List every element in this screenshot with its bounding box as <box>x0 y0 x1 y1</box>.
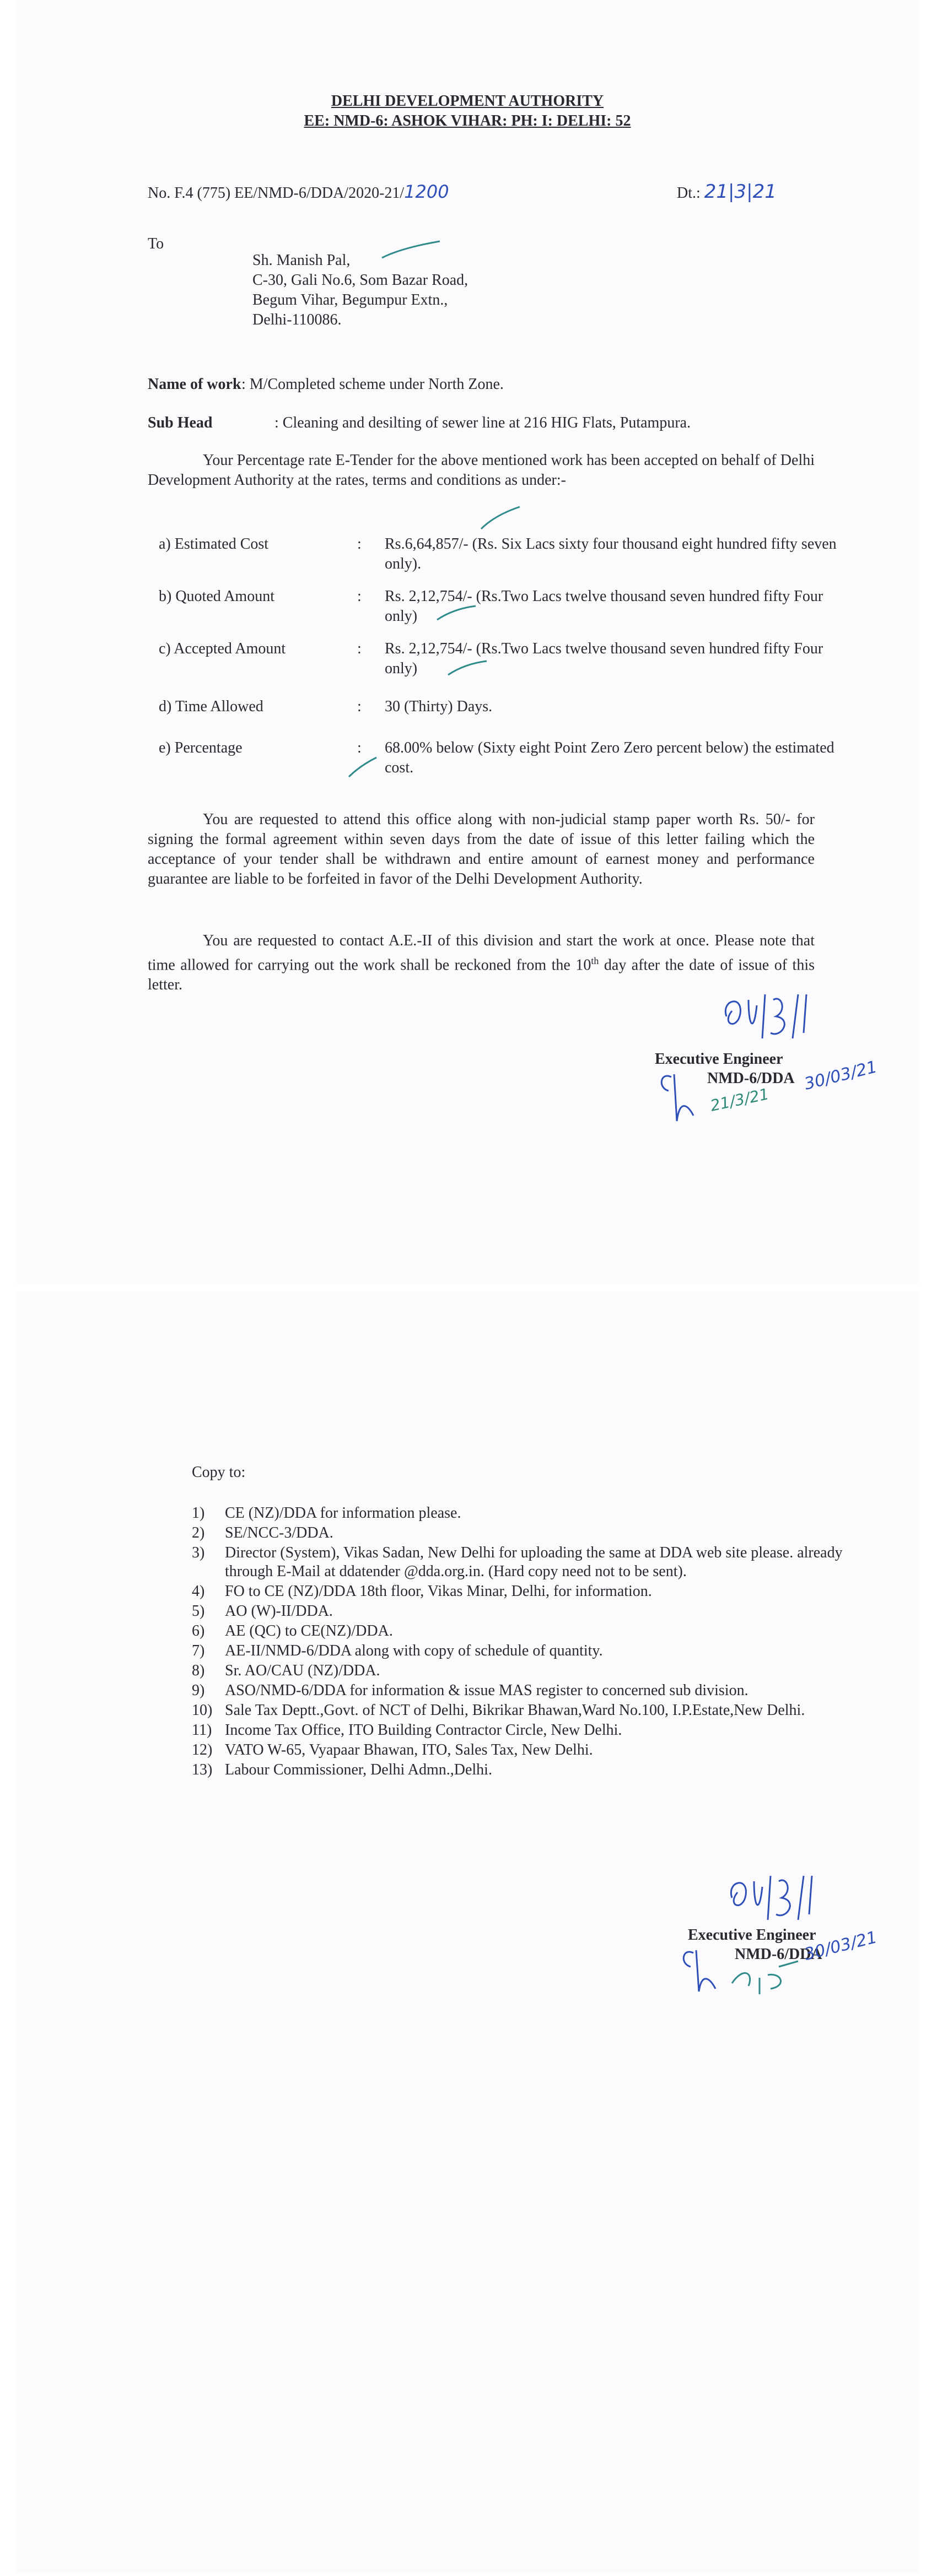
date-handwritten: 21|3|21 <box>704 181 777 203</box>
item-label: d) Time Allowed <box>159 698 263 715</box>
item-label: c) Accepted Amount <box>159 640 286 657</box>
list-item: 12) VATO W-65, Vyapaar Bhawan, ITO, Sales Tax, New Delhi. <box>192 1741 593 1758</box>
list-item: 3) Director (System), Vikas Sadan, New Delhi for uploading the same at DDA web site please. already through E-Mail at ddatender @dda.org.in. (Hard copy need not to be sent). <box>192 1544 843 1580</box>
list-item: 13) Labour Commissioner, Delhi Admn.,Delhi. <box>192 1761 492 1778</box>
name-of-work-row <box>148 375 241 394</box>
item-colon: : <box>357 698 362 715</box>
name-of-work-label: Name of work <box>148 376 241 393</box>
signatory-title: Executive Engineer <box>655 1051 783 1068</box>
letter-page-1 <box>15 0 919 1284</box>
item-colon: : <box>357 640 362 657</box>
signatory-title: Executive Engineer <box>688 1926 816 1944</box>
paragraph-agreement: You are requested to attend this office along with non-judicial stamp paper worth Rs. 50/- for signing the formal agreement within seven days from the date of issue of this letter failing which the acceptance of your tender shall be withdrawn and entire amount of earnest money and performance guarantee are liable to be forfeited in favor of the Delhi Development Authority. <box>148 811 815 887</box>
name-of-work-value: : M/Completed scheme under North Zone. <box>241 376 504 393</box>
item-label: a) Estimated Cost <box>159 535 269 553</box>
to-label: To <box>148 235 164 252</box>
list-item: 8) Sr. AO/CAU (NZ)/DDA. <box>192 1662 380 1679</box>
item-value: 68.00% below (Sixty eight Point Zero Zero percent below) the estimated cost. <box>385 739 834 776</box>
list-item: 1) CE (NZ)/DDA for information please. <box>192 1505 461 1522</box>
reference-handwritten: 1200 <box>404 181 449 202</box>
signature-mark <box>721 1859 831 1931</box>
initials-mark <box>677 1942 721 1997</box>
sub-head-row <box>148 413 213 433</box>
letter-date: Dt.: 21|3|21 <box>677 181 777 203</box>
item-colon: : <box>357 588 362 605</box>
tick-mark <box>346 755 379 782</box>
org-title: DELHI DEVELOPMENT AUTHORITY <box>331 93 604 110</box>
tick-mark <box>379 237 445 264</box>
list-item: 4) FO to CE (NZ)/DDA 18th floor, Vikas Minar, Delhi, for information. <box>192 1583 652 1600</box>
handwritten-date-blue: 30/03/21 <box>802 1057 879 1094</box>
signatory-office: NMD-6/DDA <box>735 1946 822 1963</box>
green-initials-mark <box>726 1956 804 2000</box>
list-item: 6) AE (QC) to CE(NZ)/DDA. <box>192 1622 393 1639</box>
item-colon: : <box>357 739 362 756</box>
copy-to-list <box>192 1504 853 1781</box>
sub-head-value: : Cleaning and desilting of sewer line at 216 HIG Flats, Putampura. <box>274 414 691 431</box>
intro-paragraph: Your Percentage rate E-Tender for the above mentioned work has been accepted on behalf of Delhi Development Authority at the rates, terms and conditions as under:- <box>148 452 815 489</box>
address-line: Delhi-110086. <box>252 311 342 328</box>
address-line: C-30, Gali No.6, Som Bazar Road, <box>252 272 468 289</box>
item-value: Rs. 2,12,754/- (Rs.Two Lacs twelve thousand seven hundred fifty Four only) <box>385 588 823 625</box>
item-label: e) Percentage <box>159 739 243 756</box>
signature-mark <box>715 978 826 1049</box>
letter-page-2 <box>15 1292 919 2573</box>
item-colon: : <box>357 535 362 553</box>
handwritten-date-green: 21/3/21 <box>708 1085 771 1115</box>
list-item: 2) SE/NCC-3/DDA. <box>192 1524 333 1541</box>
list-item: 9) ASO/NMD-6/DDA for information & issue MAS register to concerned sub division. <box>192 1682 748 1699</box>
tick-mark <box>434 603 478 625</box>
reference-number: No. F.4 (775) EE/NMD-6/DDA/2020-21/1200 <box>148 181 449 202</box>
signatory-office: NMD-6/DDA <box>707 1070 795 1087</box>
list-item: 7) AE-II/NMD-6/DDA along with copy of schedule of quantity. <box>192 1642 603 1659</box>
tick-mark <box>478 504 523 537</box>
address-line: Sh. Manish Pal, <box>252 252 351 269</box>
sub-head-label: Sub Head <box>148 414 213 431</box>
initials-mark <box>655 1066 699 1127</box>
item-value: Rs. 2,12,754/- (Rs.Two Lacs twelve thousand seven hundred fifty Four only) <box>385 640 823 677</box>
handwritten-date-blue: 30/03/21 <box>802 1928 879 1965</box>
tick-mark <box>445 658 489 680</box>
office-title: EE: NMD-6: ASHOK VIHAR: PH: I: DELHI: 52 <box>304 112 631 129</box>
item-label: b) Quoted Amount <box>159 588 274 605</box>
item-value: 30 (Thirty) Days. <box>385 698 493 715</box>
list-item: 11) Income Tax Office, ITO Building Contractor Circle, New Delhi. <box>192 1722 622 1739</box>
paragraph-contact: You are requested to contact A.E.-II of this division and start the work at once. Please note that time allowed for carrying out the work shall be reckoned from the 10th day after the date of issue of this letter. <box>148 932 815 994</box>
list-item: 10) Sale Tax Deptt.,Govt. of NCT of Delhi, Bikrikar Bhawan,Ward No.100, I.P.Estate,New Delhi. <box>192 1702 805 1719</box>
address-line: Begum Vihar, Begumpur Extn., <box>252 291 448 309</box>
copy-to-label: Copy to: <box>192 1464 246 1481</box>
list-item: 5) AO (W)-II/DDA. <box>192 1603 333 1620</box>
item-value: Rs.6,64,857/- (Rs. Six Lacs sixty four thousand eight hundred fifty seven only). <box>385 535 837 572</box>
